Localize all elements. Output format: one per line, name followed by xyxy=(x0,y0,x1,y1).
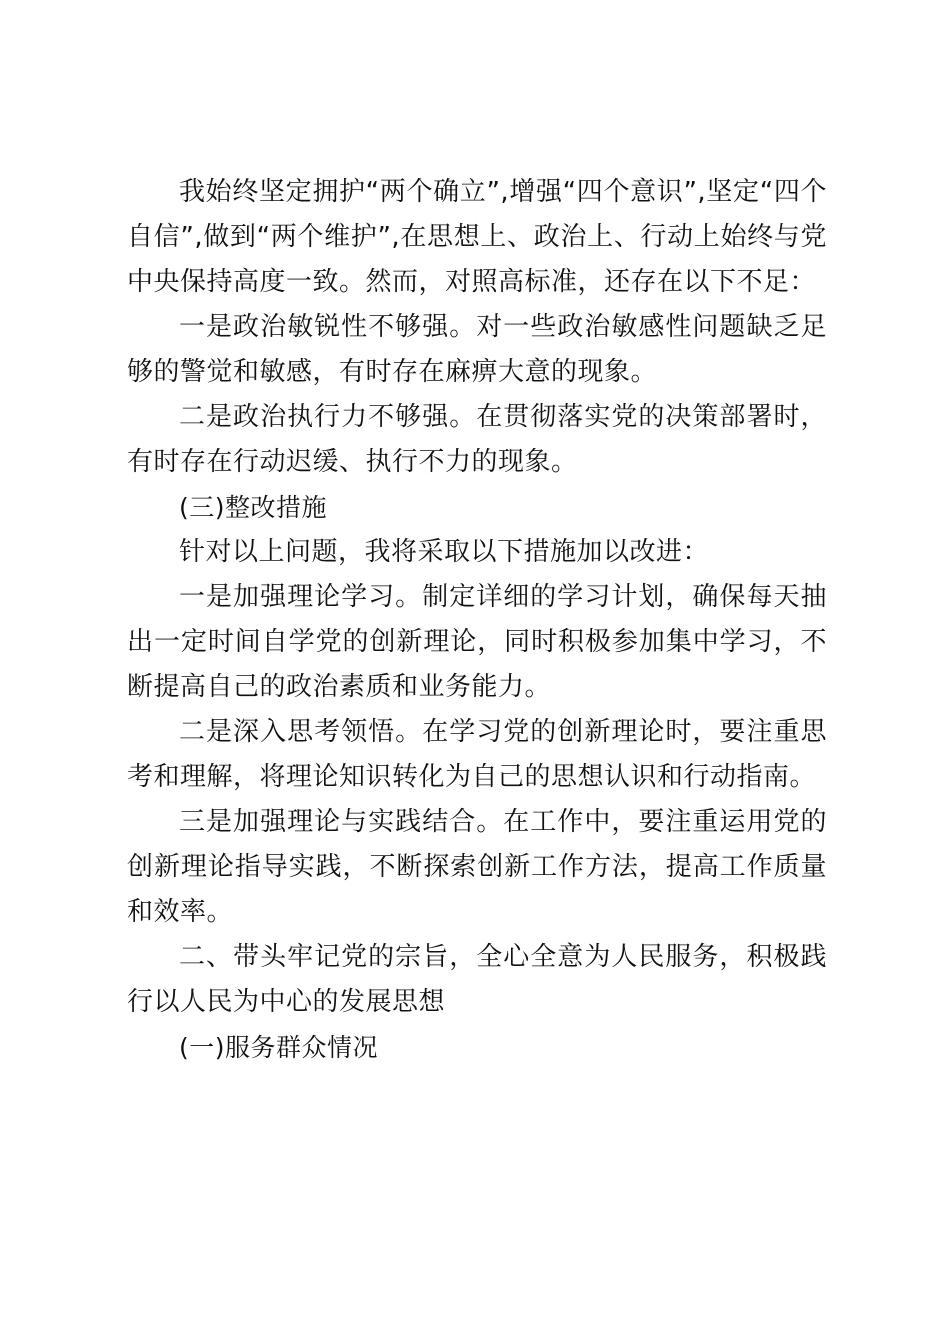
paragraph-measure-3: 三是加强理论与实践结合。在工作中，要注重运用党的创新理论指导实践，不断探索创新工作方法，提高工作质量和效率。 xyxy=(127,807,827,927)
document-body xyxy=(127,170,827,1070)
section-heading-rectification: (三)整改措施 xyxy=(179,493,328,522)
paragraph-measure-2: 二是深入思考领悟。在学习党的创新理论时，要注重思考和理解，将理论知识转化为自己的思想认识和行动指南。 xyxy=(127,717,827,792)
subsection-heading-serving-masses: (一)服务群众情况 xyxy=(179,1033,379,1062)
paragraph-shortcoming-2: 二是政治执行力不够强。在贯彻落实党的决策部署时，有时存在行动迟缓、执行不力的现象。 xyxy=(127,402,827,477)
paragraph-measure-1: 一是加强理论学习。制定详细的学习计划，确保每天抽出一定时间自学党的创新理论，同时积极参加集中学习，不断提高自己的政治素质和业务能力。 xyxy=(127,582,827,702)
paragraph-political-stance: 我始终坚定拥护“两个确立”,增强“四个意识”,坚定“四个自信”,做到“两个维护”,在思想上、政治上、行动上始终与党中央保持高度一致。然而，对照高标准，还存在以下不足： xyxy=(127,177,827,297)
paragraph-measures-intro: 针对以上问题，我将采取以下措施加以改进： xyxy=(179,537,710,567)
section-heading-serve-people: 二、带头牢记党的宗旨，全心全意为人民服务，积极践行以人民为中心的发展思想 xyxy=(127,942,827,1017)
paragraph-shortcoming-1: 一是政治敏锐性不够强。对一些政治敏感性问题缺乏足够的警觉和敏感，有时存在麻痹大意的现象。 xyxy=(127,312,827,387)
